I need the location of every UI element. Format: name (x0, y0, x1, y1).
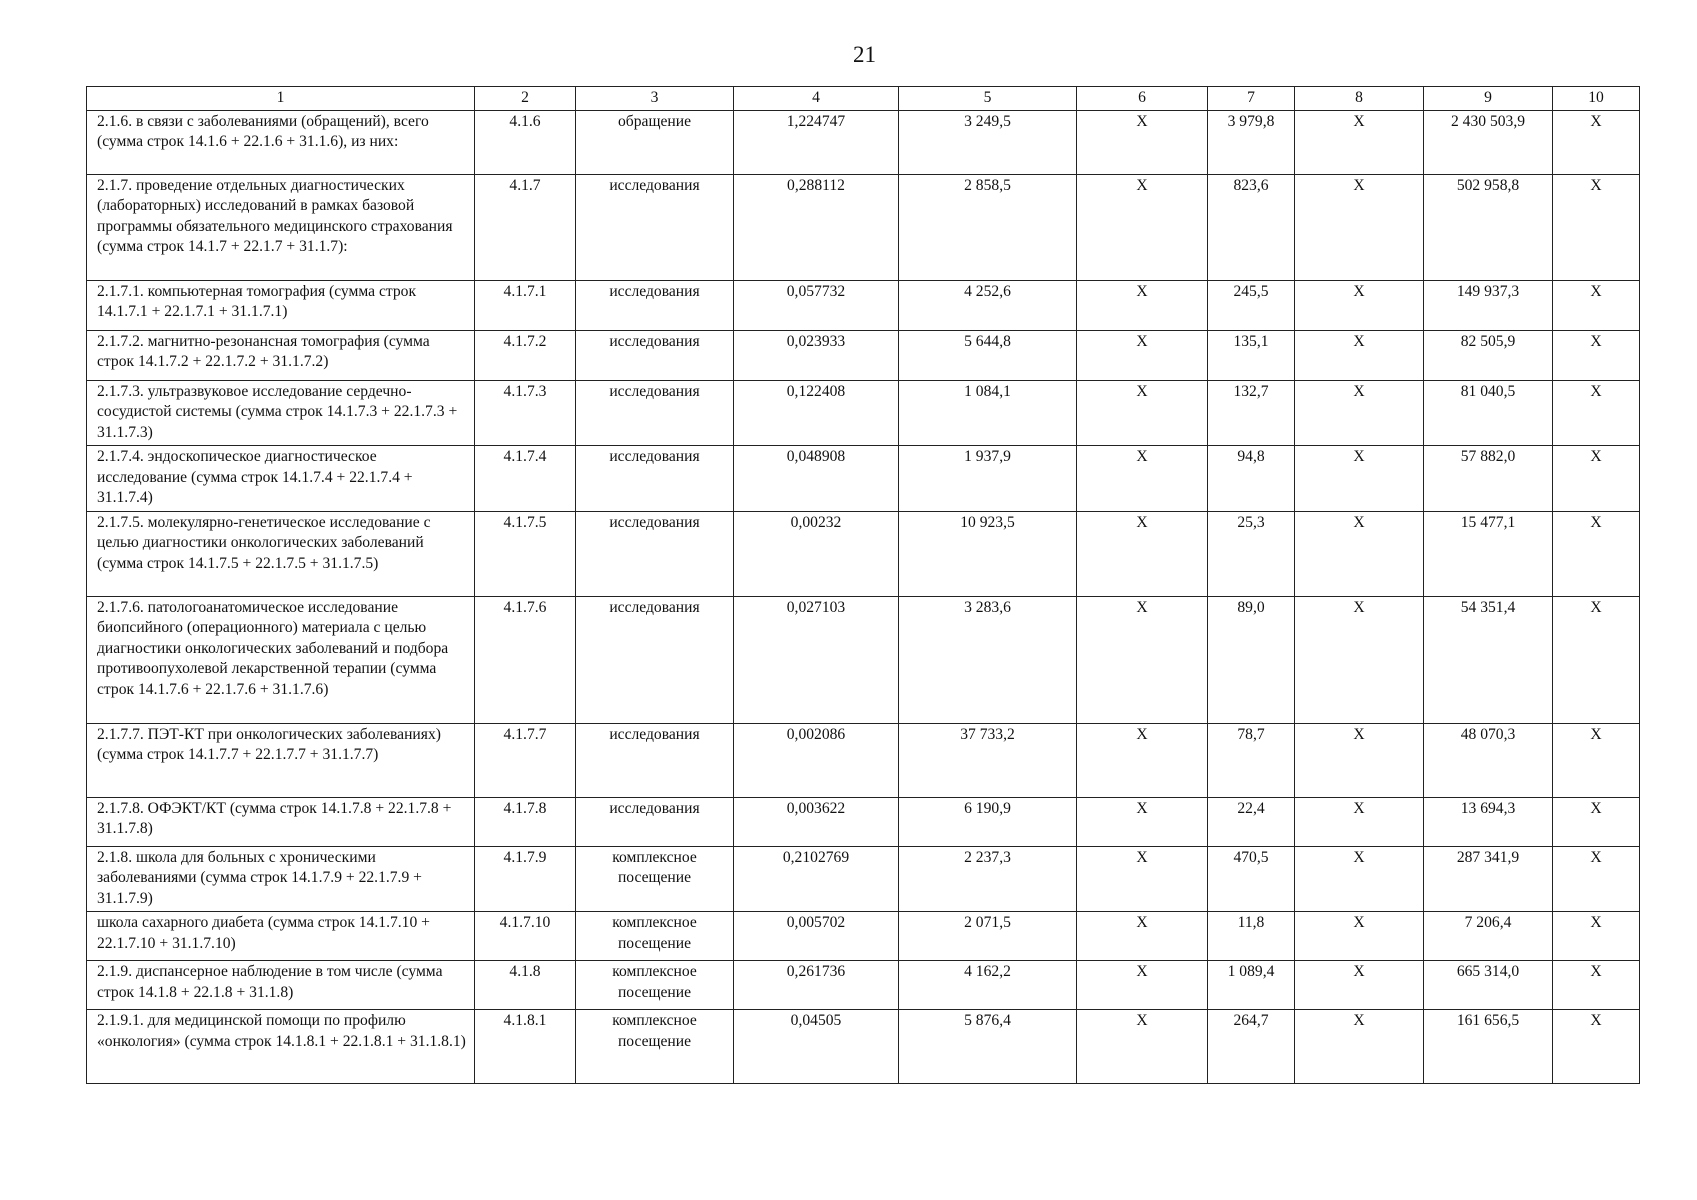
value-cell: Х (1553, 380, 1640, 446)
value-cell: 22,4 (1208, 797, 1295, 846)
unit-cell: исследования (576, 723, 734, 797)
value-cell: 1,224747 (734, 110, 899, 174)
value-cell: 4 162,2 (899, 961, 1077, 1010)
column-header: 5 (899, 87, 1077, 111)
value-cell: 57 882,0 (1424, 446, 1553, 512)
table-row (87, 330, 1640, 380)
value-cell: 11,8 (1208, 912, 1295, 961)
value-cell: 132,7 (1208, 380, 1295, 446)
row-name-cell: 2.1.7.6. патологоанатомическое исследование биопсийного (операционного) материала с целью диагностики онкологических заболеваний и подбора противоопухолевой лекарственной терапии (сумма строк 14.1.7.6 + 22.1.7.6 + 31.1.7.6) (87, 596, 475, 723)
column-header: 7 (1208, 87, 1295, 111)
row-name-cell: 2.1.7.5. молекулярно-генетическое исследование с целью диагностики онкологических заболеваний (сумма строк 14.1.7.5 + 22.1.7.5 + 31.1.7.5) (87, 511, 475, 596)
row-code-cell: 4.1.7 (475, 174, 576, 280)
column-header: 2 (475, 87, 576, 111)
value-cell: Х (1077, 380, 1208, 446)
value-cell: 2 071,5 (899, 912, 1077, 961)
value-cell: 4 252,6 (899, 280, 1077, 330)
value-cell: 161 656,5 (1424, 1010, 1553, 1084)
value-cell: 0,04505 (734, 1010, 899, 1084)
table-row (87, 511, 1640, 596)
row-code-cell: 4.1.7.3 (475, 380, 576, 446)
row-code-cell: 4.1.7.9 (475, 846, 576, 912)
table-row (87, 961, 1640, 1010)
value-cell: Х (1077, 110, 1208, 174)
value-cell: 5 644,8 (899, 330, 1077, 380)
value-cell: Х (1553, 961, 1640, 1010)
row-code-cell: 4.1.7.6 (475, 596, 576, 723)
value-cell: Х (1077, 511, 1208, 596)
value-cell: Х (1553, 912, 1640, 961)
value-cell: Х (1295, 330, 1424, 380)
unit-cell: исследования (576, 596, 734, 723)
value-cell: 1 937,9 (899, 446, 1077, 512)
row-name-cell: 2.1.7.8. ОФЭКТ/КТ (сумма строк 14.1.7.8 + 22.1.7.8 + 31.1.7.8) (87, 797, 475, 846)
value-cell: Х (1553, 174, 1640, 280)
value-cell: 0,027103 (734, 596, 899, 723)
value-cell: Х (1077, 280, 1208, 330)
unit-cell: исследования (576, 380, 734, 446)
value-cell: 3 249,5 (899, 110, 1077, 174)
value-cell: 0,288112 (734, 174, 899, 280)
value-cell: 82 505,9 (1424, 330, 1553, 380)
value-cell: Х (1295, 723, 1424, 797)
value-cell: Х (1077, 1010, 1208, 1084)
value-cell: Х (1077, 846, 1208, 912)
value-cell: 15 477,1 (1424, 511, 1553, 596)
value-cell: 1 084,1 (899, 380, 1077, 446)
column-header: 4 (734, 87, 899, 111)
column-header: 1 (87, 87, 475, 111)
column-header: 9 (1424, 87, 1553, 111)
value-cell: Х (1295, 846, 1424, 912)
row-name-cell: 2.1.7.2. магнитно-резонансная томография (сумма строк 14.1.7.2 + 22.1.7.2 + 31.1.7.2) (87, 330, 475, 380)
value-cell: 264,7 (1208, 1010, 1295, 1084)
column-header: 8 (1295, 87, 1424, 111)
value-cell: Х (1553, 797, 1640, 846)
unit-cell: исследования (576, 280, 734, 330)
value-cell: 823,6 (1208, 174, 1295, 280)
unit-cell: обращение (576, 110, 734, 174)
value-cell: Х (1553, 723, 1640, 797)
value-cell: Х (1295, 511, 1424, 596)
column-header: 3 (576, 87, 734, 111)
value-cell: Х (1295, 380, 1424, 446)
value-cell: 0,048908 (734, 446, 899, 512)
page-number: 21 (853, 42, 876, 67)
value-cell: Х (1077, 961, 1208, 1010)
value-cell: Х (1553, 330, 1640, 380)
column-header: 6 (1077, 87, 1208, 111)
value-cell: 3 979,8 (1208, 110, 1295, 174)
value-cell: 89,0 (1208, 596, 1295, 723)
row-name-cell: 2.1.7.1. компьютерная томография (сумма строк 14.1.7.1 + 22.1.7.1 + 31.1.7.1) (87, 280, 475, 330)
value-cell: 502 958,8 (1424, 174, 1553, 280)
value-cell: 48 070,3 (1424, 723, 1553, 797)
unit-cell: комплексное посещение (576, 912, 734, 961)
row-name-cell: 2.1.7.7. ПЭТ-КТ при онкологических заболеваниях) (сумма строк 14.1.7.7 + 22.1.7.7 + 31.1.7.7) (87, 723, 475, 797)
row-code-cell: 4.1.7.4 (475, 446, 576, 512)
row-code-cell: 4.1.7.1 (475, 280, 576, 330)
value-cell: 245,5 (1208, 280, 1295, 330)
value-cell: 2 858,5 (899, 174, 1077, 280)
row-name-cell: 2.1.7.3. ультразвуковое исследование сердечно-сосудистой системы (сумма строк 14.1.7.3 + 22.1.7.3 + 31.1.7.3) (87, 380, 475, 446)
value-cell: 0,122408 (734, 380, 899, 446)
unit-cell: комплексное посещение (576, 1010, 734, 1084)
table-row (87, 1010, 1640, 1084)
value-cell: 94,8 (1208, 446, 1295, 512)
value-cell: 470,5 (1208, 846, 1295, 912)
row-code-cell: 4.1.7.8 (475, 797, 576, 846)
value-cell: Х (1077, 446, 1208, 512)
unit-cell: исследования (576, 330, 734, 380)
value-cell: Х (1553, 846, 1640, 912)
value-cell: 2 430 503,9 (1424, 110, 1553, 174)
value-cell: 0,003622 (734, 797, 899, 846)
value-cell: Х (1295, 797, 1424, 846)
table-row (87, 797, 1640, 846)
table-row (87, 596, 1640, 723)
row-code-cell: 4.1.7.10 (475, 912, 576, 961)
row-code-cell: 4.1.7.5 (475, 511, 576, 596)
table-row (87, 846, 1640, 912)
value-cell: Х (1553, 596, 1640, 723)
row-name-cell: школа сахарного диабета (сумма строк 14.1.7.10 + 22.1.7.10 + 31.1.7.10) (87, 912, 475, 961)
value-cell: 665 314,0 (1424, 961, 1553, 1010)
table-row (87, 110, 1640, 174)
row-name-cell: 2.1.7.4. эндоскопическое диагностическое исследование (сумма строк 14.1.7.4 + 22.1.7.4 + 31.1.7.4) (87, 446, 475, 512)
value-cell: 37 733,2 (899, 723, 1077, 797)
table-row (87, 280, 1640, 330)
row-code-cell: 4.1.7.7 (475, 723, 576, 797)
value-cell: 135,1 (1208, 330, 1295, 380)
row-code-cell: 4.1.6 (475, 110, 576, 174)
unit-cell: исследования (576, 174, 734, 280)
value-cell: Х (1553, 110, 1640, 174)
value-cell: 0,005702 (734, 912, 899, 961)
value-cell: 149 937,3 (1424, 280, 1553, 330)
value-cell: Х (1077, 174, 1208, 280)
table-row (87, 446, 1640, 512)
value-cell: Х (1295, 446, 1424, 512)
table-row (87, 723, 1640, 797)
value-cell: Х (1553, 280, 1640, 330)
row-code-cell: 4.1.8.1 (475, 1010, 576, 1084)
value-cell: Х (1077, 330, 1208, 380)
value-cell: Х (1553, 511, 1640, 596)
row-code-cell: 4.1.8 (475, 961, 576, 1010)
value-cell: 287 341,9 (1424, 846, 1553, 912)
value-cell: 0,00232 (734, 511, 899, 596)
value-cell: 0,261736 (734, 961, 899, 1010)
row-name-cell: 2.1.6. в связи с заболеваниями (обращений), всего (сумма строк 14.1.6 + 22.1.6 + 31.1.6), из них: (87, 110, 475, 174)
row-name-cell: 2.1.9. диспансерное наблюдение в том числе (сумма строк 14.1.8 + 22.1.8 + 31.1.8) (87, 961, 475, 1010)
value-cell: Х (1553, 1010, 1640, 1084)
value-cell: 1 089,4 (1208, 961, 1295, 1010)
row-name-cell: 2.1.9.1. для медицинской помощи по профилю «онкология» (сумма строк 14.1.8.1 + 22.1.8.1 + 31.1.8.1) (87, 1010, 475, 1084)
row-name-cell: 2.1.8. школа для больных с хроническими заболеваниями (сумма строк 14.1.7.9 + 22.1.7.9 + 31.1.7.9) (87, 846, 475, 912)
value-cell: 7 206,4 (1424, 912, 1553, 961)
value-cell: Х (1295, 912, 1424, 961)
value-cell: Х (1295, 174, 1424, 280)
value-cell: 0,002086 (734, 723, 899, 797)
value-cell: Х (1295, 280, 1424, 330)
header-row (87, 87, 1640, 111)
value-cell: 3 283,6 (899, 596, 1077, 723)
unit-cell: исследования (576, 797, 734, 846)
table-row (87, 912, 1640, 961)
column-header: 10 (1553, 87, 1640, 111)
value-cell: Х (1295, 110, 1424, 174)
value-cell: Х (1295, 596, 1424, 723)
value-cell: Х (1077, 723, 1208, 797)
value-cell: 0,023933 (734, 330, 899, 380)
value-cell: Х (1077, 797, 1208, 846)
value-cell: 81 040,5 (1424, 380, 1553, 446)
row-name-cell: 2.1.7. проведение отдельных диагностических (лабораторных) исследований в рамках базовой программы обязательного медицинского страхования (сумма строк 14.1.7 + 22.1.7 + 31.1.7): (87, 174, 475, 280)
value-cell: 54 351,4 (1424, 596, 1553, 723)
unit-cell: комплексное посещение (576, 961, 734, 1010)
value-cell: 5 876,4 (899, 1010, 1077, 1084)
unit-cell: исследования (576, 446, 734, 512)
value-cell: Х (1553, 446, 1640, 512)
value-cell: 0,2102769 (734, 846, 899, 912)
value-cell: Х (1295, 1010, 1424, 1084)
value-cell: Х (1077, 596, 1208, 723)
value-cell: Х (1295, 961, 1424, 1010)
value-cell: 78,7 (1208, 723, 1295, 797)
row-code-cell: 4.1.7.2 (475, 330, 576, 380)
value-cell: 0,057732 (734, 280, 899, 330)
value-cell: Х (1077, 912, 1208, 961)
value-cell: 6 190,9 (899, 797, 1077, 846)
unit-cell: исследования (576, 511, 734, 596)
data-table (86, 86, 1640, 1084)
value-cell: 2 237,3 (899, 846, 1077, 912)
table-row (87, 380, 1640, 446)
value-cell: 25,3 (1208, 511, 1295, 596)
value-cell: 10 923,5 (899, 511, 1077, 596)
value-cell: 13 694,3 (1424, 797, 1553, 846)
unit-cell: комплексное посещение (576, 846, 734, 912)
table-row (87, 174, 1640, 280)
